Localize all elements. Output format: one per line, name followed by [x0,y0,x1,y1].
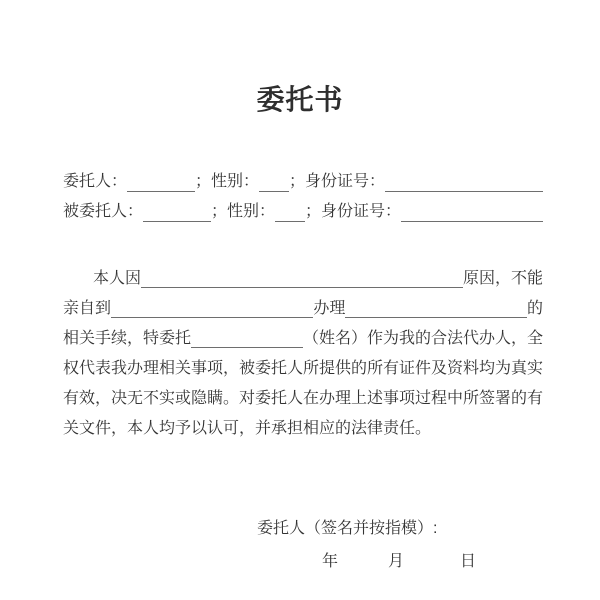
body-line-6: 关文件，本人均予以认可，并承担相应的法律责任。 [63,420,432,437]
principal-gender-blank [259,173,289,192]
body-line-2-post: 的 [526,300,543,317]
place-blank [111,299,313,318]
matter-blank [345,299,527,318]
date-day-label: 日 [460,553,477,570]
principal-id-label: ；身份证号： [289,173,386,190]
body-line-2-pre: 亲自到 [63,300,112,317]
document-title: 委托书 [256,84,344,115]
body-line-2 [63,294,543,324]
body-line-3-post: （姓名）作为我的合法代办人，全 [302,330,543,347]
principal-name-blank [127,173,195,192]
principal-info-line [63,170,543,194]
body-line-1 [63,264,543,294]
agent-id-label: ；身份证号： [305,203,402,220]
body-line-4: 权代表我办理相关事项，被委托人所提供的所有证件及资料均为真实 [63,360,544,377]
body-line-3 [63,324,543,354]
signature-label: 委托人（签名并按指模）: [257,520,438,537]
body-line-1-pre: 本人因 [93,270,142,287]
agent-gender-label: ；性别： [211,203,276,220]
body-line-2-mid: 办理 [313,300,346,317]
body-line-3-pre: 相关手续，特委托 [63,330,192,347]
agent-name-label: 被委托人： [63,203,144,220]
date-year-label: 年 [322,553,339,570]
principal-gender-label: ；性别： [195,173,260,190]
agent-info-line [63,200,543,224]
agent-name-blank [143,203,211,222]
principal-name-label: 委托人： [63,173,128,190]
date-month-label: 月 [388,553,405,570]
agent-id-blank [401,203,543,222]
principal-id-blank [385,173,543,192]
body-paragraph [63,264,543,444]
date-line [0,550,600,574]
agent-name-inline-blank [191,329,303,348]
body-line-5: 有效，决无不实或隐瞒。对委托人在办理上述事项过程中所签署的有 [63,390,544,407]
agent-gender-blank [275,203,305,222]
body-line-1-post: 原因，不能 [462,270,543,287]
reason-blank [141,269,463,288]
